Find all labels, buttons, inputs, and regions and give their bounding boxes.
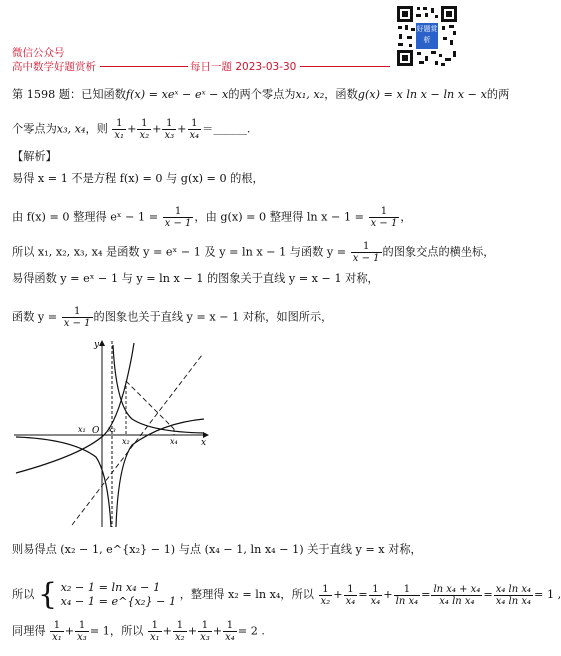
solution-step-2: 由 f(x) = 0 整理得 eˣ − 1 = $\frac{1}{x - 1}$ ，由 g(x) = 0 整理得 ln x − 1 = $\frac{1}{x - 1}$ ， [12,206,412,229]
header-rule-left [100,66,188,67]
problem-line-1: 第 1598 题：已知函数f(x) = xeˣ − eˣ − x的两个零点为x₁, x₂，函数g(x) = x ln x − ln x − x的两 [12,88,510,101]
x2-label: x₂ [122,437,130,446]
connecting-line [126,381,174,429]
symmetry-line [72,355,202,525]
header-date: 每日一题 2023-03-30 [190,61,297,73]
solution-step-8: 同理得 $\frac{1}{\text{x₁}}$ + $\frac{1}{\text{x₃}}$ = 1，所以 $\frac{1}{\text{x₁}}$ + $\frac{1}{\text{x₂}}$ + $\frac{1}{\text{x₃}}$ + $\frac{1}{\text{x₄}}$ = 2 . [12,620,265,643]
account-name: 高中数学好题赏析 [12,61,96,73]
y-axis-label: y [94,340,100,350]
solution-step-4: 易得函数 y = eˣ − 1 与 y = ln x − 1 的图象关于直线 y = x − 1 对称， [12,272,379,285]
x4-label: x₄ [170,437,178,446]
x3-label: x₃ [108,425,116,434]
solution-step-5: 函数 y = $\frac{1}{x - 1}$ 的图象也关于直线 y = x − 1 对称，如图所示， [12,306,333,329]
origin-label: O [92,426,100,436]
function-graph [12,335,212,530]
x-axis-label: x [201,438,207,448]
account-label: 微信公众号 [12,47,65,59]
solution-title: 【解析】 [12,150,57,163]
qr-badge: 好题赏析 [416,25,438,44]
solution-step-6: 则易得点 (x₂ − 1, e^{x₂} − 1) 与点 (x₄ − 1, ln x₄ − 1) 关于直线 y = x 对称， [12,543,422,556]
hyperbola-left-branch [16,437,111,527]
x1-label: x₁ [78,425,86,434]
solution-step-7: 所以 { x₂ − 1 = ln x₄ − 1 x₄ − 1 = e^{x₂} − 1 ，整理得 x₂ = ln x₄，所以 $\frac{1}{\text{x₂}}$ + $\frac{1}{\text{x₄}}$ = $\frac{1}{\text{x₄}}$ + $\frac{1}{\text{ln x₄}}$ = $\frac{\text{ln x₄ + x₄}}{\text{x₄ ln x₄}}$ = $\frac{\text{x₄ ln x₄}}{\text{x₄ ln x₄}}$ = 1 , [12,577,561,612]
problem-line-2: 个零点为x₃, x₄，则 $\frac{1}{\text{x₁}}$ + $\frac{1}{\text{x₂}}$ + $\frac{1}{\text{x₃}}$ + $\frac{1}{\text{x₄}}$ ＝______. [12,118,251,141]
solution-step-3: 所以 x₁, x₂, x₃, x₄ 是函数 y = eˣ − 1 及 y = ln x − 1 与函数 y = $\frac{1}{x - 1}$ 的图象交点的横坐标， [12,241,495,264]
exp-curve [16,343,134,473]
solution-step-1: 易得 x = 1 不是方程 f(x) = 0 与 g(x) = 0 的根， [12,172,264,185]
header-rule-right [300,66,390,67]
hyperbola-right-branch [113,345,204,433]
